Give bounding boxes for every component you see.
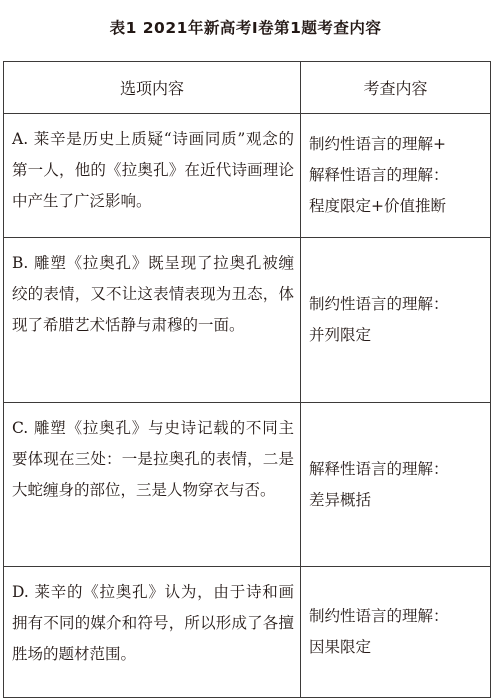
assessment-line: 程度限定+价值推断: [309, 197, 446, 215]
header-assessment-content: 考查内容: [301, 62, 491, 114]
option-b-text: B. 雕塑《拉奥孔》既呈现了拉奥孔被缠绞的表情，又不让这表情表现为丑态，体现了希腊艺术恬静与肃穆的一面。: [4, 238, 301, 403]
table-row: [4, 567, 491, 698]
option-a-text: A. 莱辛是历史上质疑“诗画同质”观念的第一人，他的《拉奥孔》在近代诗画理论中产生了广泛影响。: [4, 114, 301, 238]
option-b-assessment: [301, 238, 491, 403]
table-row: [4, 238, 491, 403]
assessment-line: 制约性语言的理解：: [309, 607, 449, 625]
table-header-row: [4, 62, 491, 114]
option-a-assessment: [301, 114, 491, 238]
assessment-line: 解释性语言的理解：: [309, 459, 449, 478]
table-row: [4, 114, 491, 238]
option-d-assessment: [301, 567, 491, 698]
option-c-text: C. 雕塑《拉奥孔》与史诗记载的不同主要体现在三处：一是拉奥孔的表情，二是大蛇缠身的部位，三是人物穿衣与否。: [4, 403, 301, 567]
assessment-line: 因果限定: [309, 638, 372, 656]
option-d-text: D. 莱辛的《拉奥孔》认为，由于诗和画拥有不同的媒介和符号，所以形成了各擅胜场的题材范围。: [4, 567, 301, 698]
assessment-line: 差异概括: [309, 490, 372, 509]
assessment-line: 制约性语言的理解：: [309, 295, 449, 313]
content-table: [3, 61, 491, 698]
option-c-assessment: [301, 403, 491, 567]
assessment-line: 制约性语言的理解+: [309, 135, 446, 153]
header-option-content: 选项内容: [4, 62, 301, 114]
assessment-line: 并列限定: [309, 326, 372, 344]
assessment-line: 解释性语言的理解：: [309, 166, 449, 184]
table-caption: 表1 2021年新高考Ⅰ卷第1题考查内容: [109, 19, 382, 37]
table-row: [4, 403, 491, 567]
